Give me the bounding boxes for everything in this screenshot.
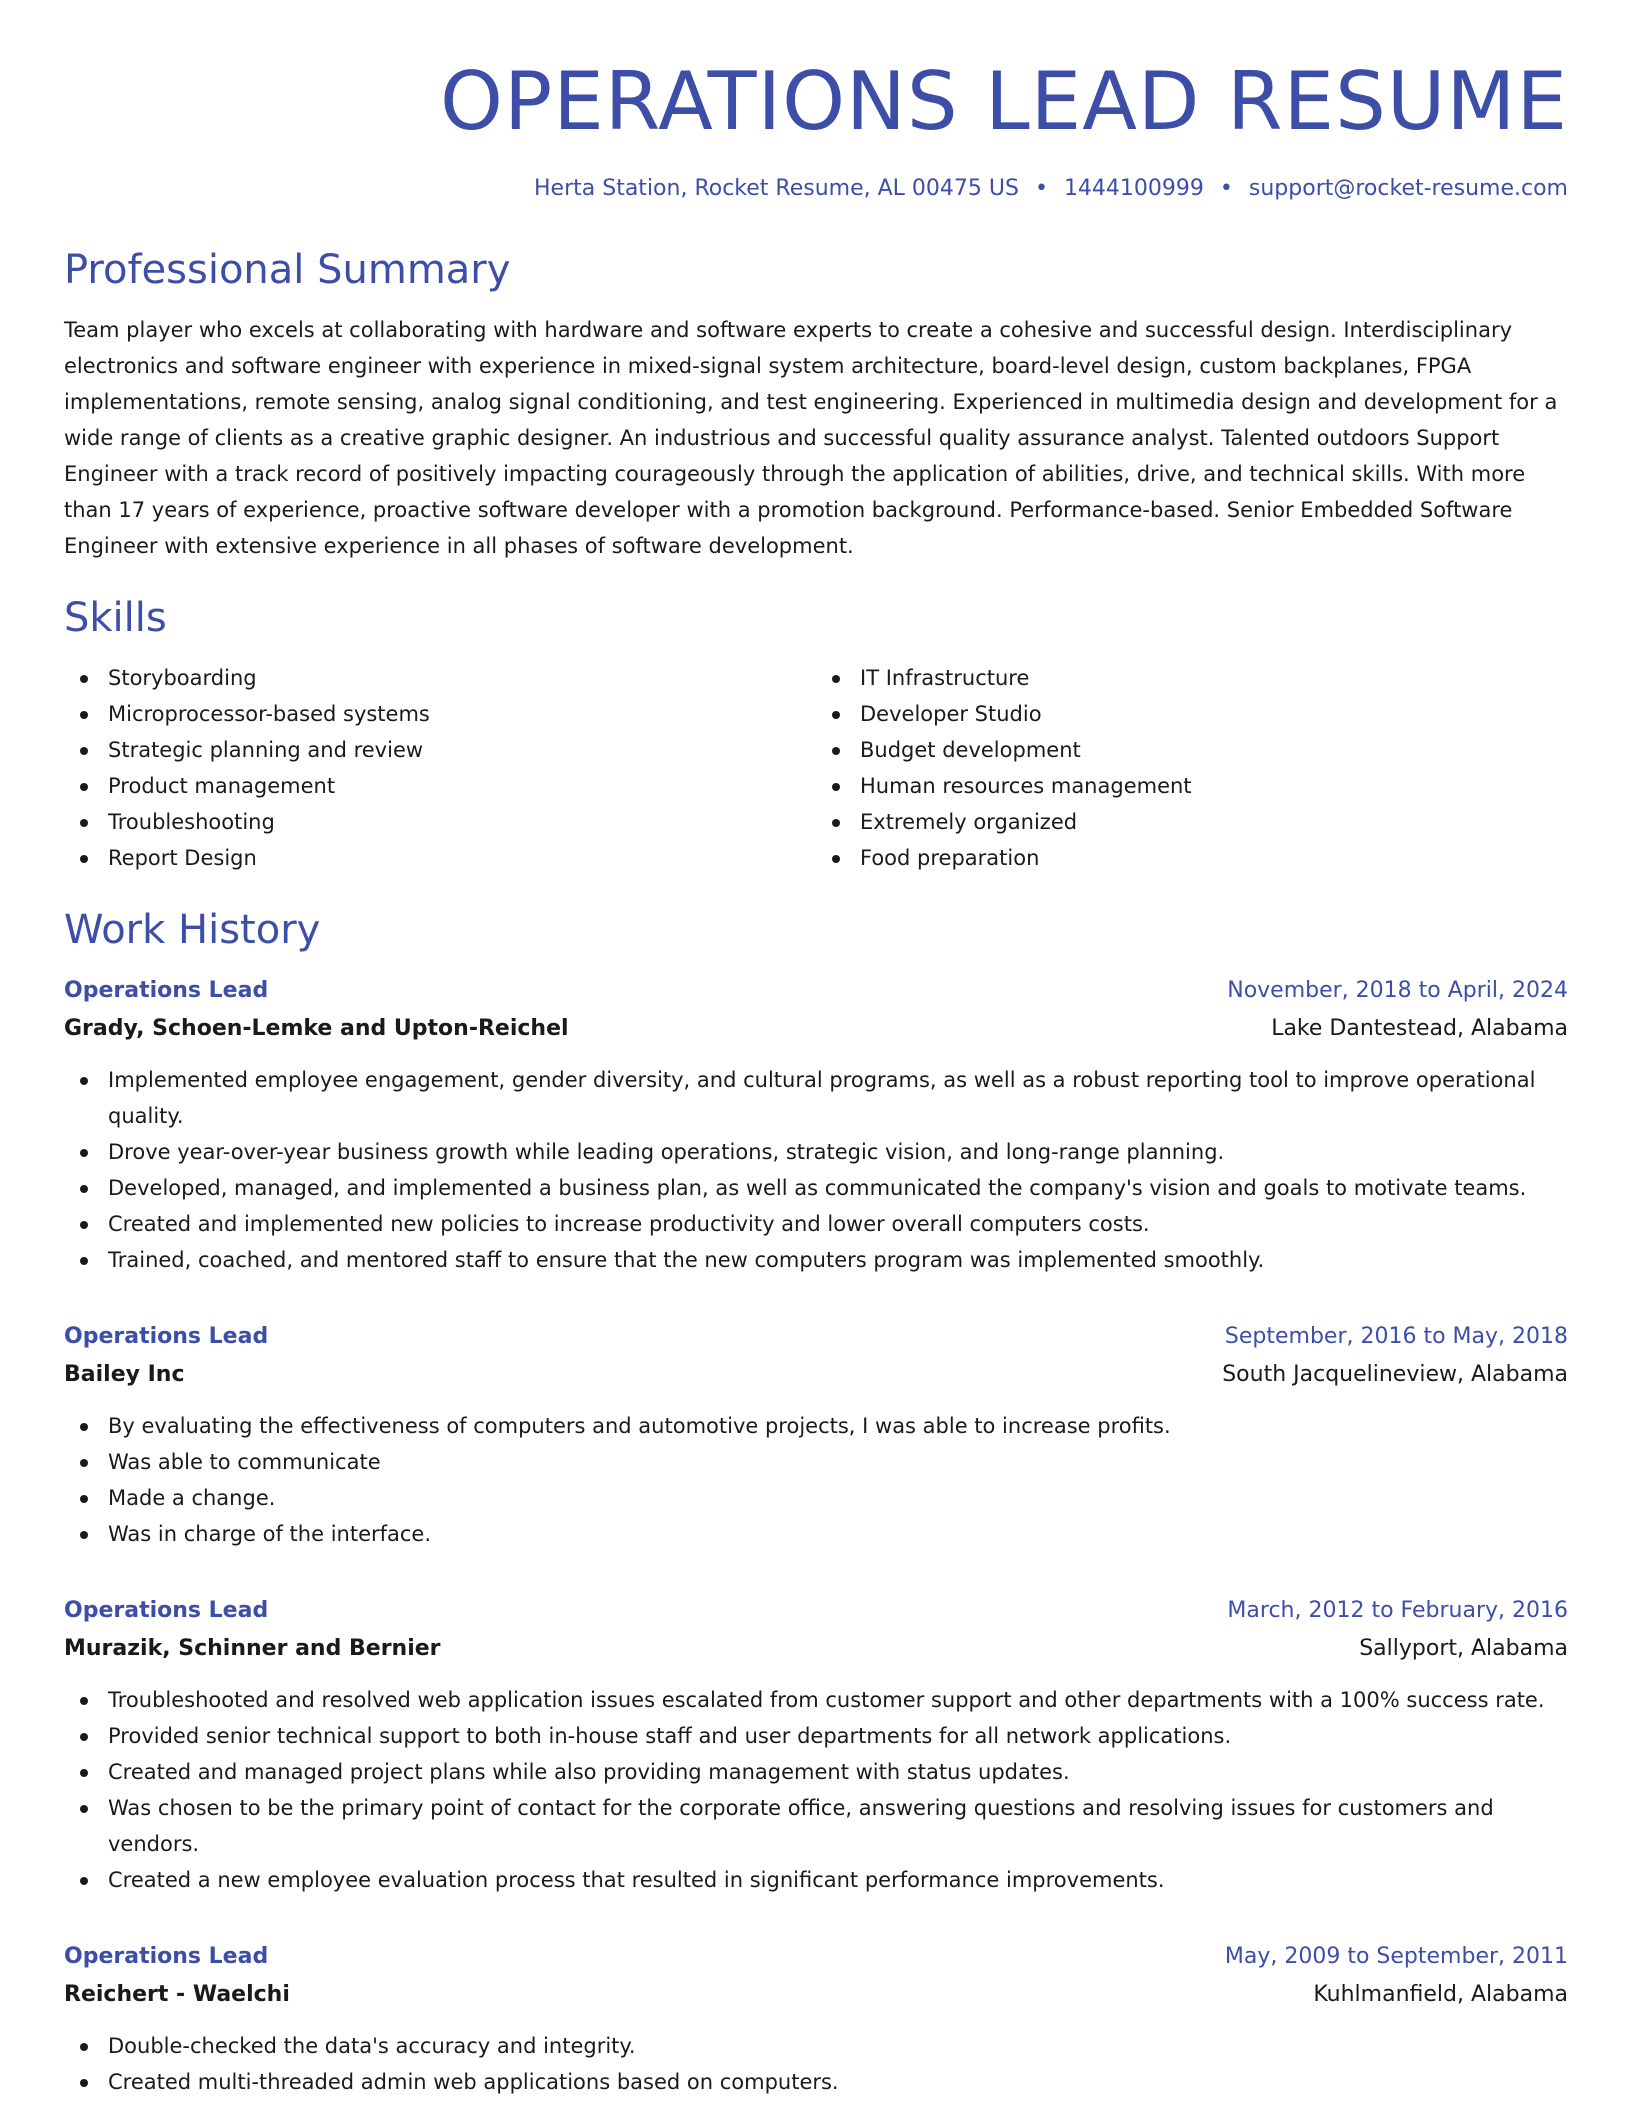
skill-item: Strategic planning and review — [64, 732, 816, 768]
job-bullet: Made a change. — [64, 1480, 1568, 1516]
job-bullet: Was chosen to be the primary point of contact for the corporate office, answering questions and resolving issues for customers and vendors. — [64, 1790, 1568, 1862]
skill-item: Report Design — [64, 840, 816, 876]
job-bullet: Created and implemented new policies to increase productivity and lower overall computers costs. — [64, 1206, 1568, 1242]
job-title: Operations Lead — [64, 1944, 269, 1969]
job-title: Operations Lead — [64, 1324, 269, 1349]
job-company-row — [64, 1010, 1568, 1048]
contact-email[interactable]: support@rocket-resume.com — [1248, 176, 1568, 201]
job-bullet: Created multi-threaded admin web applications based on computers. — [64, 2064, 1568, 2100]
job-company-row — [64, 1630, 1568, 1668]
job-location: Lake Dantestead, Alabama — [1271, 1016, 1568, 1041]
skill-item: Troubleshooting — [64, 804, 816, 840]
skills-column-left — [64, 660, 816, 876]
job-company: Bailey Inc — [64, 1362, 185, 1387]
summary-text: Team player who excels at collaborating with hardware and software experts to create a cohesive and successful design. Interdisciplinary electronics and software engineer with experience in mixed-signal system architecture, board-level design, custom backplanes, FPGA implementations, remote sensing, analog signal conditioning, and test engineering. Experienced in multimedia design and development for a wide range of clients as a creative graphic designer. An industrious and successful quality assurance analyst. Talented outdoors Support Engineer with a track record of positively impacting courageously through the application of abilities, drive, and technical skills. With more than 17 years of experience, proactive software developer with a promotion background. Performance-based. Senior Embedded Software Engineer with extensive experience in all phases of software development. — [64, 318, 1558, 558]
job-bullet: Double-checked the data's accuracy and integrity. — [64, 2028, 1568, 2064]
job-bullets — [64, 2028, 1568, 2100]
job-dates: November, 2018 to April, 2024 — [1227, 978, 1568, 1003]
job-bullet: Developed, managed, and implemented a business plan, as well as communicated the company's vision and goals to motivate teams. — [64, 1170, 1568, 1206]
skill-item: Microprocessor-based systems — [64, 696, 816, 732]
job-company: Reichert - Waelchi — [64, 1982, 290, 2007]
skill-item: Developer Studio — [816, 696, 1568, 732]
job-bullet: Drove year-over-year business growth while leading operations, strategic vision, and long-range planning. — [64, 1134, 1568, 1170]
job-bullets — [64, 1408, 1568, 1552]
job-company: Grady, Schoen-Lemke and Upton-Reichel — [64, 1016, 569, 1041]
skill-item: Budget development — [816, 732, 1568, 768]
job-dates: September, 2016 to May, 2018 — [1224, 1324, 1568, 1349]
job-header-row — [64, 972, 1568, 1010]
job-bullet: Provided senior technical support to both in-house staff and user departments for all network applications. — [64, 1718, 1568, 1754]
skill-item: Human resources management — [816, 768, 1568, 804]
resume-title: OPERATIONS LEAD RESUME — [439, 55, 1568, 148]
job-bullets — [64, 1682, 1568, 1898]
job-dates: May, 2009 to September, 2011 — [1224, 1944, 1568, 1969]
contact-separator: • — [1219, 176, 1233, 201]
job-entry — [64, 1592, 1568, 1898]
job-bullet: By evaluating the effectiveness of computers and automotive projects, I was able to increase profits. — [64, 1408, 1568, 1444]
job-bullet: Trained, coached, and mentored staff to ensure that the new computers program was implemented smoothly. — [64, 1242, 1568, 1278]
skill-item: Product management — [64, 768, 816, 804]
contact-line — [64, 174, 1568, 204]
job-bullet: Troubleshooted and resolved web application issues escalated from customer support and other departments with a 100% success rate. — [64, 1682, 1568, 1718]
skills-heading: Skills — [64, 595, 167, 641]
skill-item: Storyboarding — [64, 660, 816, 696]
job-bullet: Was able to communicate — [64, 1444, 1568, 1480]
skills-column-right — [816, 660, 1568, 876]
job-location: Kuhlmanfield, Alabama — [1313, 1982, 1568, 2007]
skills-list — [64, 660, 1568, 876]
contact-address: Herta Station, Rocket Resume, AL 00475 US — [534, 176, 1019, 201]
job-title: Operations Lead — [64, 978, 269, 1003]
job-dates: March, 2012 to February, 2016 — [1227, 1598, 1568, 1623]
job-location: South Jacquelineview, Alabama — [1222, 1362, 1568, 1387]
job-bullet: Was in charge of the interface. — [64, 1516, 1568, 1552]
skill-item: Food preparation — [816, 840, 1568, 876]
summary-heading: Professional Summary — [64, 247, 511, 293]
job-title: Operations Lead — [64, 1598, 269, 1623]
job-header-row — [64, 1592, 1568, 1630]
job-location: Sallyport, Alabama — [1359, 1636, 1568, 1661]
job-entry — [64, 972, 1568, 1278]
job-bullet: Created a new employee evaluation process that resulted in significant performance improvements. — [64, 1862, 1568, 1898]
skill-item: Extremely organized — [816, 804, 1568, 840]
skill-item: IT Infrastructure — [816, 660, 1568, 696]
job-company: Murazik, Schinner and Bernier — [64, 1636, 441, 1661]
contact-phone[interactable]: 1444100999 — [1063, 176, 1204, 201]
job-bullet: Created and managed project plans while also providing management with status updates. — [64, 1754, 1568, 1790]
job-bullets — [64, 1062, 1568, 1278]
job-header-row — [64, 1318, 1568, 1356]
job-entry — [64, 1938, 1568, 2100]
job-company-row — [64, 1356, 1568, 1394]
contact-separator: • — [1034, 176, 1048, 201]
job-company-row — [64, 1976, 1568, 2014]
job-entry — [64, 1318, 1568, 1552]
work-history-heading: Work History — [64, 907, 321, 953]
job-bullet: Implemented employee engagement, gender diversity, and cultural programs, as well as a robust reporting tool to improve operational quality. — [64, 1062, 1568, 1134]
job-header-row — [64, 1938, 1568, 1976]
